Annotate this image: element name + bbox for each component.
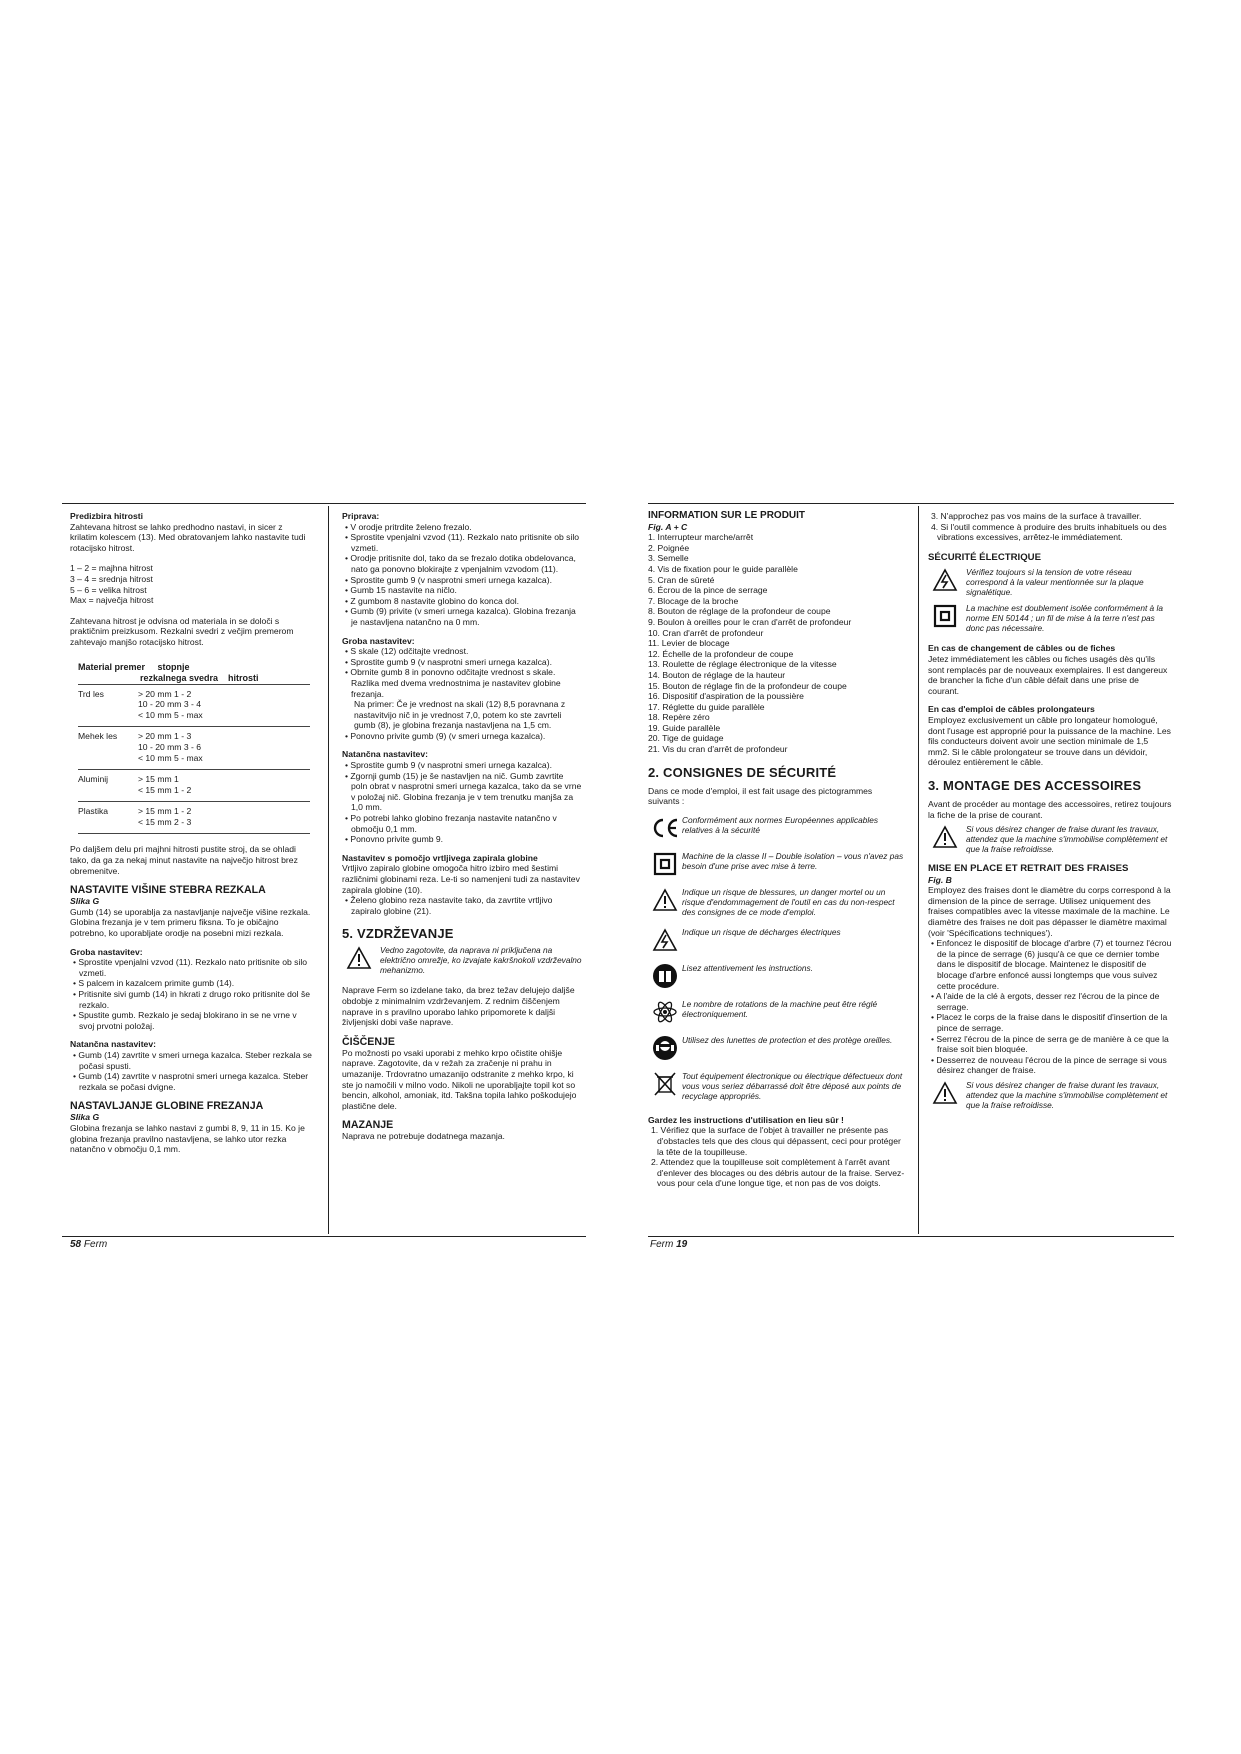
bits-heading: MISE EN PLACE ET RETRAIT DES FRAISES xyxy=(928,863,1129,875)
height-text: Globina frezanja je v tem primeru fiksna. To je običajno potrebno, ko uporabljate orodje na posebni mizi rezkala. xyxy=(70,917,284,939)
table-header xyxy=(78,662,310,684)
list-item: • Pritisnite sivi gumb (14) in hkrati z drugo roko pritisnite dol še rezkalo. xyxy=(73,989,311,1010)
table-cell-value: 10 - 20 mm 3 - 6 xyxy=(138,741,202,752)
warning-triangle-icon xyxy=(648,887,682,913)
speed-note: Zahtevana hitrost je odvisna od materiala in se določi s praktičnim preizkusom. Rezkalni svedri z večjim premerom zahtevajo manjšo rotacijsko hitrost. xyxy=(70,615,294,647)
left-page-number: 58 xyxy=(70,1239,82,1250)
electric-warning xyxy=(928,567,1172,597)
right-column-2 xyxy=(928,511,1172,1116)
mounting-heading: 3. MONTAGE DES ACCESSOIRES xyxy=(928,777,1142,793)
table-cell-value: < 15 mm 2 - 3 xyxy=(138,816,192,827)
right-footer-brand: Ferm xyxy=(650,1239,674,1250)
cable-text: Jetez immédiatement les câbles ou fiches usagés dès qu'ils sont remplacés par de nouveaux exemplaires. Il est dangereux de brancher la fiche d'un câble défait dans une prise de courant. xyxy=(928,653,1168,696)
depth-stop-heading: Nastavitev s pomočjo vrtljivega zapirala globine xyxy=(342,852,538,863)
left-footer xyxy=(70,1239,107,1250)
table-cell-material: Mehek les xyxy=(78,731,118,742)
safety-intro: Dans ce mode d'emploi, il est fait usage des pictogrammes suivants : xyxy=(648,785,873,807)
list-item: 3. Semelle xyxy=(648,553,689,564)
bits-figure-ref: Fig. B xyxy=(928,874,952,885)
height-figure-ref: Slika G xyxy=(70,896,100,907)
list-item: • S palcem in kazalcem primite gumb (14). xyxy=(73,978,235,989)
left-column-2 xyxy=(342,511,582,1142)
right-column-1 xyxy=(648,511,906,1189)
cleaning-text: Po možnosti po vsaki uporabi z mehko krpo očistite ohišje naprave. Zagotovite, da v režah za zračenje ni prahu in umazanije. Trdovratno umazanijo odstranite z mehko krpo, ki ste jo namočili v milno vodo. Nikoli ne uporabljajte topil kot so bencin, alkohol, amoniak, itd. Takšna topila lahko poškodujejo plastične dele. xyxy=(342,1047,577,1111)
eye-ear-protection-icon xyxy=(648,1035,682,1061)
list-item: • Ponovno privite gumb 9. xyxy=(345,834,444,845)
list-item: • Sprostite gumb 9 (v nasprotni smeri urnega kazalca). xyxy=(345,760,552,771)
right-page-number: 19 xyxy=(676,1239,688,1250)
info-figure-ref: Fig. A + C xyxy=(648,521,688,532)
table-cell-value: > 15 mm 1 - 2 xyxy=(138,806,192,817)
list-item: • Gumb 15 nastavite na ničlo. xyxy=(345,585,457,596)
table-cell-value: > 20 mm 1 - 3 xyxy=(138,731,192,742)
extension-text: Employez exclusivement un câble pro longateur homologué, dont l'usage est approprié pour la puissance de la machine. Les fils conducteurs doivent avoir une section minimale de 1,5 mm2. Si le câble prolongateur se trouve dans un dévidoir, déroulez entièrement le câble. xyxy=(928,714,1171,768)
electric-shock-icon xyxy=(648,927,682,953)
depth-stop-text: Vrtljivo zapiralo globine omogoča hitro izbiro med šestimi različnimi globinami reza. Le-ti so namenjeni tudi za nastavitev zapirala globine (10). xyxy=(342,863,580,895)
pictogram-row xyxy=(648,1071,906,1101)
height-heading: NASTAVITE VIŠINE STEBRA REZKALA xyxy=(70,884,266,897)
example-text: Na primer: Če je vrednost na skali (12) 8,5 poravnana z nastavitvijo nič in je vrednost 7,0, potem ko ste zavrteli gumb (8), je globina frezanja nastavljena na 1,5 cm. xyxy=(354,699,566,731)
pictogram-row xyxy=(648,999,906,1025)
list-item: 1. Vérifiez que la surface de l'objet à travailler ne présente pas d'obstacles tels que des clous qui dépassent, ceci pour protéger la tête de la toupilleuse. xyxy=(651,1125,901,1157)
parts-list xyxy=(648,532,906,754)
pictogram-text: Indique un risque de blessures, un danger mortel ou un risque d'endommagement de l'outil en cas du non-respect des consignes de ce mode d'emploi. xyxy=(682,886,895,917)
speed-intro: Zahtevana hitrost se lahko predhodno nastavi, in sicer z krilatim kolescem (13). Med obratovanjem lahko nastavite tudi rotacijsko hitrost. xyxy=(70,521,306,553)
list-item: • Z gumbom 8 nastavite globino do konca dol. xyxy=(345,595,520,606)
warning-triangle-icon xyxy=(928,824,962,850)
table-header-line: Material premer stopnje xyxy=(78,661,190,672)
pictogram-row xyxy=(648,1035,906,1061)
list-item: • Gumb (9) privite (v smeri urnega kazalca). Globina frezanja je nastavljena natančno na 0 mm. xyxy=(345,606,576,627)
list-item: • Gumb (14) zavrtite v nasprotni smeri urnega kazalca. Steber rezkala se počasi dvigne. xyxy=(73,1071,309,1092)
list-item: 16. Dispositif d'aspiration de la poussière xyxy=(648,691,804,702)
list-item: • Gumb (14) zavrtite v smeri urnega kazalca. Steber rezkala se počasi spusti. xyxy=(73,1049,312,1071)
electric-shock-icon xyxy=(928,567,962,593)
list-item: 7. Blocage de la broche xyxy=(648,595,739,606)
list-item: 14. Bouton de réglage de la hauteur xyxy=(648,669,786,680)
left-column-1 xyxy=(70,511,312,1155)
list-item: 2. Poignée xyxy=(648,542,690,553)
cable-heading: En cas de changement de câbles ou de fiches xyxy=(928,643,1116,654)
pictogram-row xyxy=(648,851,906,877)
column-divider-right xyxy=(918,506,919,1234)
list-item: • Sprostite vpenjalni vzvod (11). Rezkalo nato pritisnite ob silo vzmeti. xyxy=(73,957,308,978)
table-cell-value: > 20 mm 1 - 2 xyxy=(138,688,192,699)
list-item: • Po potrebi lahko globino frezanja nastavite natančno v območju 0,1 mm. xyxy=(345,813,557,834)
list-item: 9. Boulon à oreilles pour le cran d'arrêt de profondeur xyxy=(648,616,852,627)
warning-triangle-icon xyxy=(928,1080,962,1106)
mounting-text: Avant de procéder au montage des accessoires, retirez toujours la fiche de la prise de courant. xyxy=(928,798,1172,820)
double-insulation-text: La machine est doublement isolée conformément à la norme EN 50144 ; un fil de mise à la terre n'est pas donc pas nécessaire. xyxy=(966,603,1163,634)
maintenance-warning-text: Vedno zagotovite, da naprava ni priključena na električno omrežje, ko izvajate kakršnokoli vzdrževalno mehanizmo. xyxy=(380,945,582,976)
pictogram-text: Machine de la classe II – Double isolation – vous n'avez pas besoin d'une prise avec mise à terre. xyxy=(682,850,904,871)
list-item: 10. Cran d'arrêt de profondeur xyxy=(648,627,764,638)
list-item: 17. Réglette du guide parallèle xyxy=(648,701,765,712)
electric-safety-heading: SÉCURITÉ ÉLECTRIQUE xyxy=(928,551,1042,563)
table-cell-material: Aluminij xyxy=(78,774,109,785)
list-item: 5. Cran de sûreté xyxy=(648,574,715,585)
list-item: 4. Si l'outil commence à produire des bruits inhabituels ou des vibrations excessives, arrêtez-le immédiatement. xyxy=(931,521,1167,543)
weee-bin-icon xyxy=(648,1071,682,1097)
list-item: • Sprostite vpenjalni vzvod (11). Rezkalo nato pritisnite ob silo vzmeti. xyxy=(345,532,580,553)
coarse-heading: Groba nastavitev: xyxy=(70,946,143,957)
pictogram-text: Conformément aux normes Européennes applicables relatives à la sécurité xyxy=(682,814,879,835)
speed-item: 5 – 6 = velika hitrost xyxy=(70,584,147,595)
list-item: 18. Repère zéro xyxy=(648,712,710,723)
table-row xyxy=(78,801,310,833)
list-item: • Spustite gumb. Rezkalo je sedaj blokirano in se ne vrne v svoj prvotni položaj. xyxy=(73,1010,297,1031)
cleaning-heading: ČIŠČENJE xyxy=(342,1035,395,1048)
list-item: • Orodje pritisnite dol, tako da se frezalo dotika obdelovanca, nato ga ponovno blokirajte z vpenjalnim vzvodom (11). xyxy=(345,553,576,574)
list-item: 2. Attendez que la toupilleuse soit complètement à l'arrêt avant d'enlever des blocages ou des débris autour de la fraise. Servez-vous pour cela d'une longue tige, et non pas de vos doigts. xyxy=(651,1157,905,1189)
speed-heading: Predizbira hitrosti xyxy=(70,511,144,521)
list-item: 19. Guide parallèle xyxy=(648,722,721,733)
mounting-warning xyxy=(928,824,1172,854)
list-item: 20. Tige de guidage xyxy=(648,733,724,744)
pictogram-text: Indique un risque de décharges électriques xyxy=(682,926,841,937)
list-item: 15. Bouton de réglage fin de la profondeur de coupe xyxy=(648,680,847,691)
table-row xyxy=(78,684,310,727)
list-item: • V orodje pritrdite želeno frezalo. xyxy=(345,521,472,532)
table-row xyxy=(78,726,310,769)
prep-heading: Priprava: xyxy=(342,511,380,521)
maintenance-text: Naprave Ferm so izdelane tako, da brez težav delujejo daljše obdobje z minimalnim vzdrževanjem. Z rednim čiščenjem naprave in s pravilno uporabo lahko pripomorete k daljši življenjski dobi vaše naprave. xyxy=(342,985,575,1028)
pictogram-row xyxy=(648,963,906,989)
list-item: • Desserrez de nouveau l'écrou de la pince de serrage si vous désirez changer de fraise. xyxy=(931,1054,1167,1076)
double-insulation-note xyxy=(928,603,1172,633)
list-item: • Placez le corps de la fraise dans le dispositif d'insertion de la pince de serrage. xyxy=(931,1012,1168,1033)
after-work-note: Po daljšem delu pri majhni hitrosti pustite stroj, da se ohladi tako, da ga za nekaj minut nastavite na največjo hitrost brez obremenitve. xyxy=(70,844,298,876)
table-header-line: rezkalnega svedra hitrosti xyxy=(140,672,259,683)
list-item: 3. N'approchez pas vos mains de la surface à travailler. xyxy=(931,511,1142,521)
speed-item: 1 – 2 = majhna hitrost xyxy=(70,563,153,574)
height-text: Gumb (14) se uporablja za nastavljanje največje višine rezkala. xyxy=(70,906,311,917)
final-warning xyxy=(928,1080,1172,1110)
maintenance-heading: 5. VZDRŽEVANJE xyxy=(342,926,454,942)
top-rule-left xyxy=(62,503,586,504)
table-cell-value: < 15 mm 1 - 2 xyxy=(138,784,192,795)
list-item: 6. Écrou de la pince de serrage xyxy=(648,585,768,596)
list-item: • Sprostite gumb 9 (v nasprotni smeri urnega kazalca). xyxy=(345,574,552,585)
column-divider-left xyxy=(328,506,329,1234)
bottom-rule-left xyxy=(62,1236,586,1237)
depth-figure-ref: Slika G xyxy=(70,1112,100,1123)
mounting-warning-text: Si vous désirez changer de fraise durant les travaux, attendez que la machine s'immobilise complètement et que la fraise refroidisse. xyxy=(966,824,1168,855)
list-item: 1. Interrupteur marche/arrêt xyxy=(648,532,754,543)
rotation-speed-icon xyxy=(648,999,682,1025)
list-item: 8. Bouton de réglage de la profondeur de coupe xyxy=(648,606,831,617)
ce-mark-icon xyxy=(648,815,682,841)
table-cell-value: < 10 mm 5 - max xyxy=(138,709,203,720)
left-footer-brand: Ferm xyxy=(83,1239,108,1250)
list-item: • S skale (12) odčitajte vrednost. xyxy=(345,646,469,657)
list-item: 13. Roulette de réglage électronique de la vitesse xyxy=(648,659,837,670)
table-cell-value: 10 - 20 mm 3 - 4 xyxy=(138,699,202,710)
lubrication-text: Naprava ne potrebuje dodatnega mazanja. xyxy=(342,1131,505,1142)
pictogram-text: Le nombre de rotations de la machine peut être réglé électroniquement. xyxy=(682,998,878,1019)
list-item: • Obrnite gumb 8 in ponovno odčitajte vrednost s skale. Razlika med dvema vrednostnima je nastavitev globine frezanja. xyxy=(345,667,561,699)
final-warning-text: Si vous désirez changer de fraise durant les travaux, attendez que la machine s'immobilise complètement et que la fraise refroidisse. xyxy=(966,1079,1168,1110)
safe-use-heading: Gardez les instructions d'utilisation en lieu sûr ! xyxy=(648,1114,844,1125)
bottom-rule-right xyxy=(648,1236,1174,1237)
double-insulation-icon xyxy=(928,603,962,629)
table-cell-material: Plastika xyxy=(78,806,109,817)
list-item: 12. Échelle de la profondeur de coupe xyxy=(648,648,794,659)
electric-warning-text: Vérifiez toujours si la tension de votre réseau correspond à la valeur mentionnée sur la plaque signalétique. xyxy=(966,567,1144,598)
pictogram-row xyxy=(648,815,906,841)
depth-heading: NASTAVLJANJE GLOBINE FREZANJA xyxy=(70,1100,264,1113)
list-item: • Želeno globino reza nastavite tako, da zavrtite vrtljivo zapiralo globine (21). xyxy=(345,895,553,916)
list-item: • Zgornji gumb (15) je še nastavljen na nič. Gumb zavrtite poln obrat v nasprotni smeri urnega kazalca, tako da se vrne v položaj nič. Globina frezanja je v tem trenutku manjša za 1,0 mm. xyxy=(345,770,582,813)
list-item: • Enfoncez le dispositif de blocage d'arbre (7) et tournez l'écrou de la pince de serrage (6) jusqu'à ce que ce dernier tombe dans le dispositif de blocage. Maintenez le dispositif de blocage d'arbre enfoncé aussi longtemps que vous suivez cette procédure. xyxy=(931,938,1172,991)
list-item: 21. Vis du cran d'arrêt de profondeur xyxy=(648,744,788,755)
table-row xyxy=(78,769,310,801)
material-speed-table xyxy=(78,662,310,835)
pictogram-text: Lisez attentivement les instructions. xyxy=(682,962,813,973)
pictogram-row xyxy=(648,887,906,917)
table-cell-value: < 10 mm 5 - max xyxy=(138,752,203,763)
pictogram-row xyxy=(648,927,906,953)
maintenance-warning xyxy=(342,945,582,975)
lubrication-heading: MAZANJE xyxy=(342,1119,394,1132)
table-cell-value: > 15 mm 1 xyxy=(138,774,179,785)
pictogram-text: Utilisez des lunettes de protection et des protège oreilles. xyxy=(682,1034,893,1045)
extension-heading: En cas d'emploi de câbles prolongateurs xyxy=(928,704,1095,715)
list-item: • Ponovno privite gumb (9) (v smeri urnega kazalca). xyxy=(345,730,546,741)
list-item: 4. Vis de fixation pour le guide parallèle xyxy=(648,563,798,574)
warning-triangle-icon xyxy=(342,945,376,971)
list-item: • Serrez l'écrou de la pince de serra ge de manière à ce que la fraise soit bien bloquée. xyxy=(931,1033,1169,1055)
read-manual-icon xyxy=(648,963,682,989)
fine-heading: Natančna nastavitev: xyxy=(70,1039,156,1050)
speed-item: 3 – 4 = srednja hitrost xyxy=(70,573,153,584)
safety-heading: 2. CONSIGNES DE SÉCURITÉ xyxy=(648,764,837,780)
table-cell-material: Trd les xyxy=(78,688,104,699)
fine-heading: Natančna nastavitev: xyxy=(342,749,428,760)
right-footer xyxy=(650,1239,687,1250)
list-item: 11. Levier de blocage xyxy=(648,638,730,649)
speed-item: Max = največja hitrost xyxy=(70,595,154,606)
bits-text: Employez des fraises dont le diamètre du corps correspond à la dimension de la pince de serrage. Utilisez uniquement des fraises compatibles avec la vitesse maximale de la machine. Le diamètre des fraises ne doit pas dépasser le diamètre maximal (voir 'Spécifications techniques'). xyxy=(928,885,1171,938)
coarse-heading: Groba nastavitev: xyxy=(342,635,415,646)
list-item: • A l'aide de la clé à ergots, desser rez l'écrou de la pince de serrage. xyxy=(931,991,1160,1012)
pictogram-text: Tout équipement électronique ou électrique défectueux dont vous vous seriez débarrassé doit être déposé aux points de recyclage appropriés. xyxy=(682,1070,903,1101)
double-insulation-icon xyxy=(648,851,682,877)
depth-text: Globina frezanja se lahko nastavi z gumbi 8, 9, 11 in 15. Ko je globina frezanja pravilno nastavljena, se lahko utor rezka natančno v območju 0,1 mm. xyxy=(70,1122,305,1155)
top-rule-right xyxy=(648,503,1174,504)
list-item: • Sprostite gumb 9 (v nasprotni smeri urnega kazalca). xyxy=(345,656,552,667)
info-heading: INFORMATION SUR LE PRODUIT xyxy=(648,510,806,521)
